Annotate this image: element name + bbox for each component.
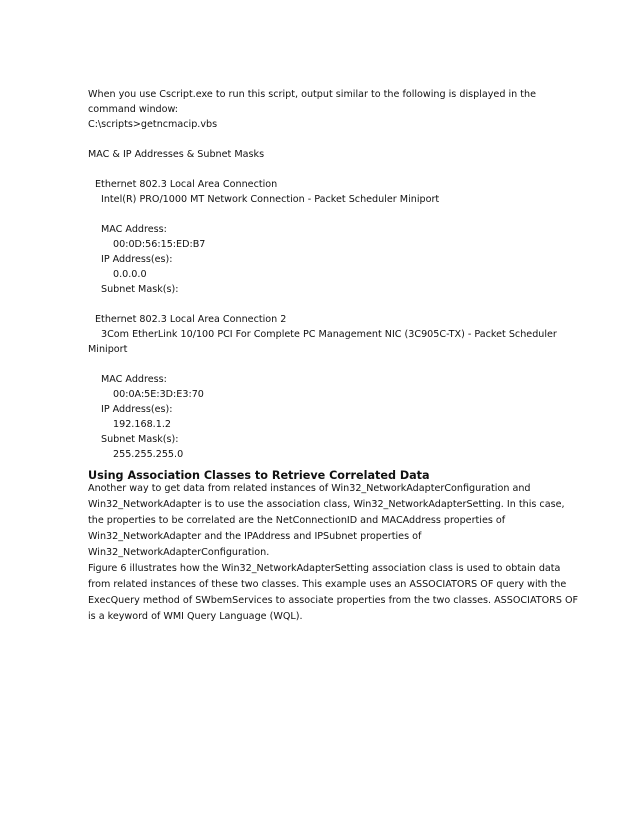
para2-line-4: is a keyword of WMI Query Language (WQL). <box>88 611 303 622</box>
intro-line-2: command window: <box>88 104 179 115</box>
adapter2-ip-label: IP Address(es): <box>101 404 173 415</box>
command-line: C:\scripts>getncmacip.vbs <box>88 119 218 130</box>
adapter1-connection: Ethernet 802.3 Local Area Connection <box>95 179 278 190</box>
adapter1-subnet-label: Subnet Mask(s): <box>101 284 179 295</box>
para1-line-4: Win32_NetworkAdapter and the IPAddress and IPSubnet properties of <box>88 531 422 542</box>
adapter2-description-line-1: 3Com EtherLink 10/100 PCI For Complete PC Management NIC (3C905C-TX) - Packet Scheduler <box>101 329 557 340</box>
section-heading: Using Association Classes to Retrieve Correlated Data <box>88 469 430 482</box>
adapter1-mac-label: MAC Address: <box>101 224 167 235</box>
adapter2-ip-value: 192.168.1.2 <box>113 419 171 430</box>
intro-line-1: When you use Cscript.exe to run this script, output similar to the following is displayed in the <box>88 89 537 100</box>
para2-line-1: Figure 6 illustrates how the Win32_NetworkAdapterSetting association class is used to obtain data <box>88 563 561 574</box>
para2-line-2: from related instances of these two classes. This example uses an ASSOCIATORS OF query with the <box>88 579 567 590</box>
adapter2-subnet-value: 255.255.255.0 <box>113 449 184 460</box>
adapter1-ip-value: 0.0.0.0 <box>113 269 147 280</box>
adapter2-description-line-2: Miniport <box>88 344 128 355</box>
para1-line-2: Win32_NetworkAdapter is to use the association class, Win32_NetworkAdapterSetting. In this case, <box>88 499 565 510</box>
adapter2-mac-label: MAC Address: <box>101 374 167 385</box>
adapter1-ip-label: IP Address(es): <box>101 254 173 265</box>
para1-line-1: Another way to get data from related instances of Win32_NetworkAdapterConfiguration and <box>88 483 531 494</box>
para2-line-3: ExecQuery method of SWbemServices to associate properties from the two classes. ASSOCIATORS OF <box>88 595 579 606</box>
output-title: MAC & IP Addresses & Subnet Masks <box>88 149 265 160</box>
adapter1-description: Intel(R) PRO/1000 MT Network Connection - Packet Scheduler Miniport <box>101 194 440 205</box>
adapter2-mac-value: 00:0A:5E:3D:E3:70 <box>113 389 204 400</box>
adapter1-mac-value: 00:0D:56:15:ED:B7 <box>113 239 206 250</box>
adapter2-subnet-label: Subnet Mask(s): <box>101 434 179 445</box>
para1-line-5: Win32_NetworkAdapterConfiguration. <box>88 547 270 558</box>
para1-line-3: the properties to be correlated are the NetConnectionID and MACAddress properties of <box>88 515 506 526</box>
adapter2-connection: Ethernet 802.3 Local Area Connection 2 <box>95 314 287 325</box>
